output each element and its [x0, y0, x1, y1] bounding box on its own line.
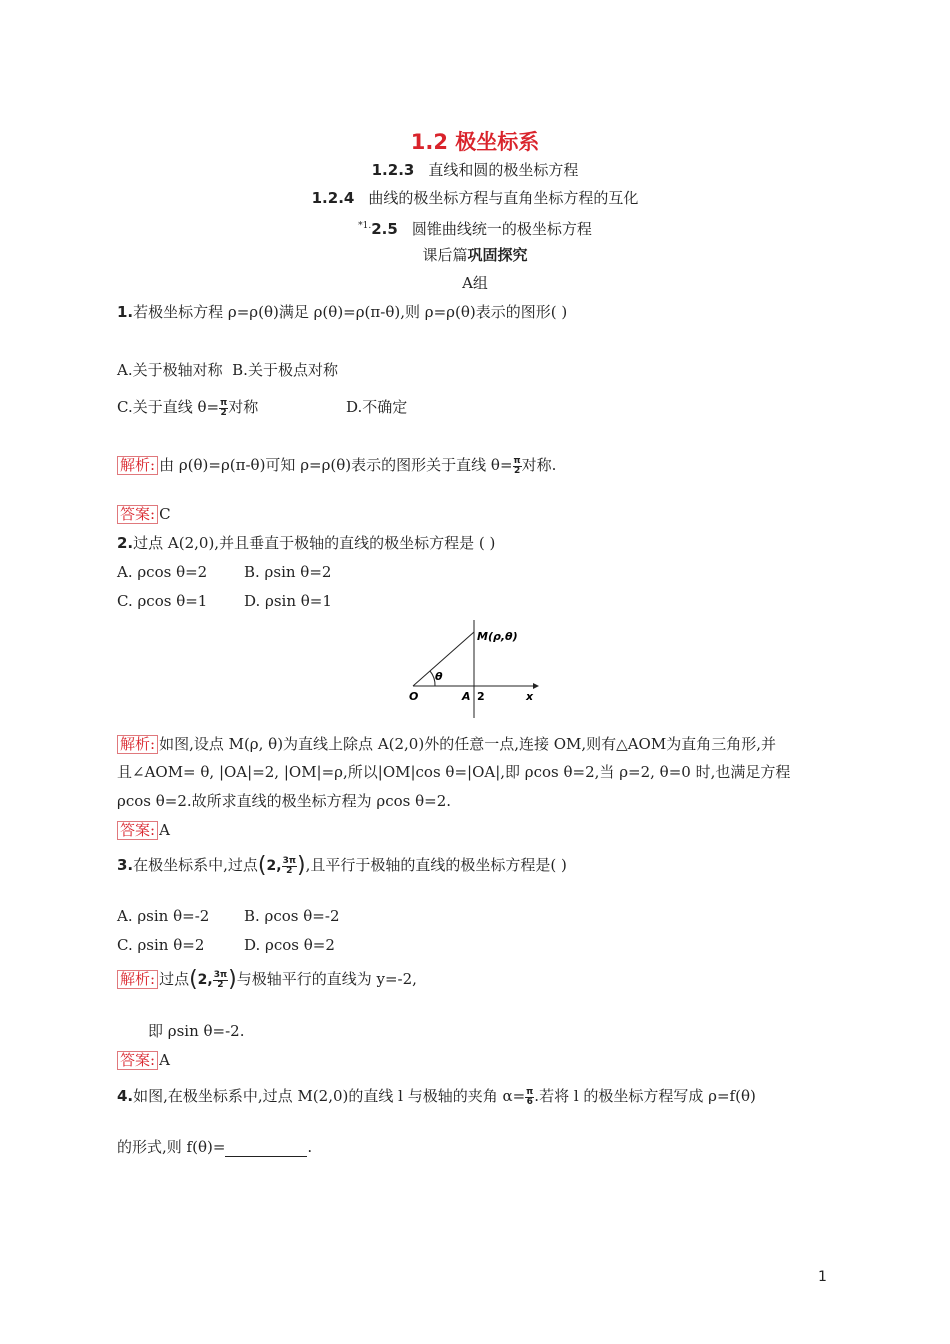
- group-label: A组: [462, 274, 488, 292]
- q3-option-c: C. ρsin θ=2: [117, 936, 205, 954]
- q3-analysis-fraction: [213, 971, 228, 990]
- fraction-denominator: 2: [217, 979, 224, 990]
- label-theta: θ: [435, 670, 443, 683]
- q4-stem-post: .若将 l 的极坐标方程写成 ρ=f(θ): [534, 1087, 756, 1105]
- q4-stem: [117, 1086, 756, 1107]
- q2-answer: [117, 820, 170, 840]
- subtitle-2: [0, 188, 950, 208]
- q3-point-r: 2,: [266, 858, 282, 874]
- q3-point: (2, $\frac{3\pi}{2}$ ): [257, 853, 306, 878]
- q4-stem-pre: 如图,在极坐标系中,过点 M(2,0)的直线 l 与极轴的夹角 α=: [133, 1087, 526, 1105]
- q3-stem-pre: 在极坐标系中,过点: [133, 856, 258, 874]
- fraction-denominator: 2: [220, 407, 227, 418]
- answer-blank[interactable]: [225, 1142, 307, 1157]
- q1-option-b: B.关于极点对称: [232, 361, 338, 379]
- fraction-numerator: π: [513, 455, 521, 466]
- q3-stem: [117, 855, 567, 876]
- q1-number: 1.: [117, 303, 134, 321]
- q1-answer: [117, 504, 171, 524]
- q4-stem-line2: [117, 1137, 312, 1157]
- q3-option-a: A. ρsin θ=-2: [117, 907, 210, 925]
- q3-number: 3.: [117, 856, 134, 874]
- q2-option-a: A. ρcos θ=2: [117, 563, 208, 581]
- q1-stem: [117, 302, 567, 322]
- subtitle-2-text: 曲线的极坐标方程与直角坐标方程的互化: [368, 189, 639, 207]
- q3-point-r: 2,: [197, 972, 213, 988]
- analysis-tag: 解析:: [117, 735, 158, 754]
- q1-option-c-pre: C.关于直线 θ=: [117, 398, 220, 416]
- q2-stem-text: 过点 A(2,0),并且垂直于极轴的直线的极坐标方程是 ( ): [133, 534, 496, 552]
- q3-point-fraction: [282, 857, 297, 876]
- label-m: M(ρ,θ): [477, 630, 518, 643]
- subtitle-1: [0, 160, 950, 180]
- q1-options-row1: [117, 360, 338, 380]
- label-2: 2: [477, 690, 485, 703]
- q1-analysis-fraction: [513, 457, 522, 476]
- subtitle-1-number: 1.2.3: [371, 161, 415, 179]
- subtitle-3-text: 圆锥曲线统一的极坐标方程: [411, 220, 592, 238]
- label-a: A: [462, 690, 471, 703]
- q3-analysis-point: (2, $\frac{3\pi}{2}$ ): [189, 967, 237, 992]
- q1-option-c-post: 对称: [228, 398, 259, 416]
- q2-option-c: C. ρcos θ=1: [117, 592, 208, 610]
- q1-option-c-fraction: [219, 399, 228, 418]
- fraction-numerator: 3π: [282, 855, 296, 866]
- fraction-numerator: π: [220, 397, 228, 408]
- q1-analysis-pre: 由 ρ(θ)=ρ(π-θ)可知 ρ=ρ(θ)表示的图形关于直线 θ=: [159, 456, 513, 474]
- q3-answer: [117, 1050, 170, 1070]
- q1-stem-text: 若极坐标方程 ρ=ρ(θ)满足 ρ(θ)=ρ(π-θ),则 ρ=ρ(θ)表示的图形( ): [133, 303, 568, 321]
- page-title: 1.2 极坐标系: [410, 130, 540, 154]
- q1-option-c: [117, 397, 258, 418]
- section-heading: [0, 245, 950, 265]
- q3-analysis-line2: 即 ρsin θ=-2.: [148, 1022, 245, 1040]
- answer-tag: 答案:: [117, 1051, 158, 1070]
- answer-tag: 答案:: [117, 505, 158, 524]
- subtitle-3-number: 2.5: [371, 220, 398, 238]
- q1-answer-value: C: [159, 505, 171, 523]
- q4-line2-pre: 的形式,则 f(θ)=: [117, 1138, 226, 1156]
- q3-analysis-pre: 过点: [159, 970, 190, 988]
- analysis-tag: 解析:: [117, 456, 158, 475]
- label-o: O: [409, 690, 419, 703]
- section-heading-plain: 课后篇: [422, 246, 468, 264]
- q2-stem: [117, 533, 495, 553]
- subtitle-3: [0, 216, 950, 239]
- q3-option-d: D. ρcos θ=2: [244, 936, 335, 954]
- q2-analysis-text1: 如图,设点 M(ρ, θ)为直线上除点 A(2,0)外的任意一点,连接 OM,则有△AOM为直角三角形,并: [159, 735, 776, 753]
- q1-option-a: A.关于极轴对称: [117, 361, 223, 379]
- q2-option-b: B. ρsin θ=2: [244, 563, 332, 581]
- subtitle-2-number: 1.2.4: [311, 189, 355, 207]
- fraction-denominator: 6: [526, 1096, 533, 1107]
- answer-tag: 答案:: [117, 821, 158, 840]
- label-x: x: [526, 690, 534, 703]
- q2-analysis-line1: [117, 734, 776, 754]
- q3-analysis-post: 与极轴平行的直线为 y=-2,: [236, 970, 417, 988]
- page-number: 1: [818, 1269, 827, 1285]
- q2-analysis-line3: ρcos θ=2.故所求直线的极坐标方程为 ρcos θ=2.: [117, 792, 452, 810]
- q2-answer-value: A: [159, 821, 170, 839]
- analysis-tag: 解析:: [117, 970, 158, 989]
- q4-number: 4.: [117, 1087, 134, 1105]
- section-heading-bold: 巩固探究: [467, 246, 528, 264]
- ray-om: [413, 632, 474, 686]
- fraction-numerator: 3π: [213, 969, 228, 980]
- q1-analysis-post: 对称.: [521, 456, 557, 474]
- q1-option-d: D.不确定: [346, 398, 408, 416]
- q2-analysis-line2: 且∠AOM= θ, |OA|=2, |OM|=ρ,所以|OM|cos θ=|OA|,即 ρcos θ=2,当 ρ=2, θ=0 时,也满足方程: [117, 763, 791, 781]
- q2-number: 2.: [117, 534, 134, 552]
- q2-figure: [405, 618, 545, 720]
- subtitle-3-mark: *1.: [358, 221, 372, 231]
- q3-analysis: [117, 969, 417, 990]
- q1-analysis: [117, 455, 556, 476]
- fraction-numerator: π: [526, 1086, 534, 1097]
- fraction-denominator: 2: [286, 865, 293, 876]
- q4-fraction: [525, 1088, 534, 1107]
- q3-answer-value: A: [159, 1051, 170, 1069]
- q2-option-d: D. ρsin θ=1: [244, 592, 332, 610]
- x-axis-arrow: [533, 683, 539, 689]
- q4-line2-post: .: [307, 1138, 313, 1156]
- q3-stem-post: ,且平行于极轴的直线的极坐标方程是( ): [305, 856, 567, 874]
- fraction-denominator: 2: [513, 465, 521, 476]
- subtitle-1-text: 直线和圆的极坐标方程: [428, 161, 579, 179]
- q3-option-b: B. ρcos θ=-2: [244, 907, 340, 925]
